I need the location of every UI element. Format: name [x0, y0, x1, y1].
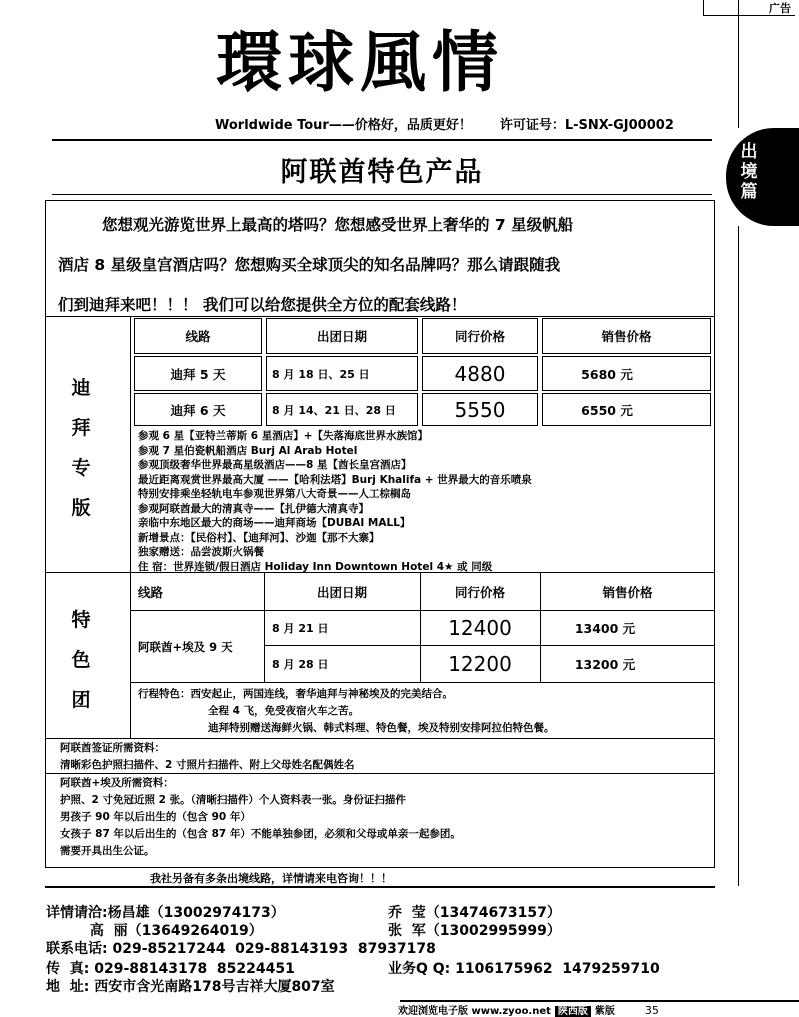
- itinerary-line: 特别安排乘坐轻轨电车参观世界第八大奇景——人工棕榈岛: [138, 488, 411, 500]
- divider: [130, 316, 131, 738]
- feature-line: 迪拜特别赠送海鲜火锅、韩式料理、特色餐，埃及特别安排阿拉伯特色餐。: [208, 722, 555, 734]
- dubai-label: [66, 368, 96, 528]
- license-number: 许可证号：L-SNX-GJ00002: [499, 118, 674, 133]
- feature-line: 全程 4 飞，免受夜宿火车之苦。: [208, 705, 360, 717]
- visa-combo-title: 阿联酋+埃及所需资料：: [60, 777, 174, 789]
- header-date: 出团日期: [316, 329, 367, 344]
- label-char: 色: [71, 649, 91, 671]
- label-char: 专: [71, 457, 91, 479]
- sale-price: 6550 元: [581, 402, 633, 418]
- visa-combo-line: 男孩子 90 年以后出生的（包含 90 年）: [60, 811, 251, 823]
- brand-logo: 環球風情: [216, 23, 504, 101]
- dubai-itinerary: [138, 429, 708, 574]
- route-name: 迪拜 6 天: [170, 402, 226, 418]
- special-features: [138, 686, 713, 737]
- label-char: 迪: [71, 377, 91, 399]
- sale-price: 13400 元: [574, 621, 636, 636]
- itinerary-line: 参观 6 星【亚特兰蒂斯 6 星酒店】+【失落海底世界水族馆】: [138, 430, 429, 442]
- departure-date: 8 月 18 日、25 日: [272, 367, 370, 381]
- footer: [398, 1002, 659, 1017]
- sale-price: 5680 元: [581, 366, 633, 382]
- label-char: 版: [71, 497, 91, 519]
- itinerary-line: 独家赠送：品尝波斯火锅餐: [138, 546, 264, 558]
- itinerary-line: 参观 7 星伯瓷帆船酒店 Burj Al Arab Hotel: [138, 444, 358, 457]
- label-char: 团: [71, 689, 91, 711]
- ad-tag: 广告: [703, 0, 795, 16]
- section-tab-label: 出境篇: [740, 142, 758, 202]
- contact-line: 乔 莹（13474673157）: [388, 905, 561, 921]
- divider: [45, 886, 715, 888]
- label-char: 拜: [71, 417, 91, 439]
- intro-line: 们到迪拜来吧！！！ 我们可以给您提供全方位的配套线路！: [58, 296, 467, 314]
- intro-line: 您想观光游览世界上最高的塔吗？您想感受世界上奢华的 7 星级帆船: [102, 216, 574, 234]
- header-trade-price: 同行价格: [454, 584, 505, 600]
- edition-color: 紫版: [594, 1006, 615, 1017]
- header-date: 出团日期: [316, 584, 367, 600]
- divider: [52, 194, 712, 195]
- fax-numbers: 传 真: 029-88143178 85224451: [46, 961, 295, 977]
- page-number: 35: [644, 1004, 659, 1017]
- itinerary-line: 住 宿：世界连锁/假日酒店 Holiday Inn Downtown Hotel 4★ 或 同级: [138, 560, 493, 573]
- intro-paragraph: [58, 205, 703, 325]
- visa-uae-text: 清晰彩色护照扫描件、2 寸照片扫描件、附上父母姓名配偶姓名: [60, 759, 355, 771]
- sale-price: 13200 元: [574, 657, 636, 672]
- visa-uae-title: 阿联酋签证所需资料：: [60, 742, 165, 754]
- trade-price: 12400: [448, 616, 512, 640]
- frame-line: [738, 0, 739, 128]
- contact-line: 详情请洽:杨昌雄（13002974173）: [46, 905, 285, 921]
- section-tab: [726, 128, 799, 226]
- header-sale-price: 销售价格: [601, 329, 652, 344]
- divider: [45, 316, 715, 317]
- header-route: 线路: [185, 329, 211, 344]
- visa-combo-line: 护照、2 寸免冠近照 2 张。（清晰扫描件）个人资料表一张。身份证扫描件: [60, 794, 406, 806]
- trade-price: 12200: [448, 652, 512, 676]
- route-name: 迪拜 5 天: [170, 366, 226, 382]
- address: 地 址: 西安市含光南路178号吉祥大厦807室: [46, 979, 335, 995]
- header-sale-price: 销售价格: [602, 584, 653, 600]
- departure-date: 8 月 14、21 日、28 日: [272, 403, 396, 417]
- visa-uae: [60, 740, 710, 774]
- edition-badge: 陕西版: [555, 1006, 591, 1017]
- visa-combo-line: 需要开具出生公证。: [60, 845, 155, 857]
- slogan-text: Worldwide Tour——价格好，品质更好！: [215, 118, 472, 133]
- qq-numbers: 业务Q Q: 1106175962 1479259710: [388, 961, 660, 977]
- frame-line: [738, 226, 739, 886]
- itinerary-line: 参观阿联酋最大的清真寺——【扎伊德大清真寺】: [138, 502, 369, 515]
- visa-combo: [60, 775, 710, 860]
- visa-combo-line: 女孩子 87 年以后出生的（包含 87 年）不能单独参团，必须和父母或单亲一起参团。: [60, 828, 461, 840]
- route-name: 阿联酋+埃及 9 天: [138, 639, 233, 654]
- itinerary-line: 参观顶级奢华世界最高星级酒店——8 星【酋长皇宫酒店】: [138, 459, 412, 471]
- label-char: 特: [71, 609, 91, 631]
- special-label: [66, 600, 96, 720]
- trade-price: 4880: [454, 361, 506, 386]
- divider: [45, 738, 715, 739]
- footer-text: 欢迎浏览电子版 www.zyoo.net: [398, 1006, 551, 1017]
- phone-numbers: 联系电话: 029-85217244 029-88143193 87937178: [46, 941, 436, 957]
- intro-line: 酒店 8 星级皇宫酒店吗？您想购买全球顶尖的知名品牌吗？那么请跟随我: [58, 256, 561, 274]
- divider: [130, 682, 715, 683]
- header-route: 线路: [138, 584, 164, 600]
- contact-line: 张 军（13002995999）: [388, 923, 561, 939]
- departure-date: 8 月 21 日: [272, 622, 329, 635]
- more-routes-note: 我社另备有多条出境线路，详情请来电咨询！！！: [150, 872, 392, 885]
- feature-line: 行程特色：西安起止，两国连线，奢华迪拜与神秘埃及的完美结合。: [138, 688, 453, 700]
- contact-line: 高 丽（13649264019）: [46, 923, 263, 939]
- itinerary-line: 新增景点：【民俗村】、【迪拜河】、沙迦【那不大寨】: [138, 531, 380, 544]
- page-title: 阿联酋特色产品: [280, 157, 484, 188]
- slogan: [215, 114, 674, 133]
- divider: [52, 139, 712, 141]
- itinerary-line: 最近距离观赏世界最高大厦 ——【哈利法塔】Burj Khalifa + 世界最大的音乐喷泉: [138, 473, 532, 486]
- departure-date: 8 月 28 日: [272, 658, 329, 671]
- trade-price: 5550: [454, 397, 506, 422]
- itinerary-line: 亲临中东地区最大的商场——迪拜商场【DUBAI MALL】: [138, 517, 411, 529]
- header-trade-price: 同行价格: [454, 329, 505, 344]
